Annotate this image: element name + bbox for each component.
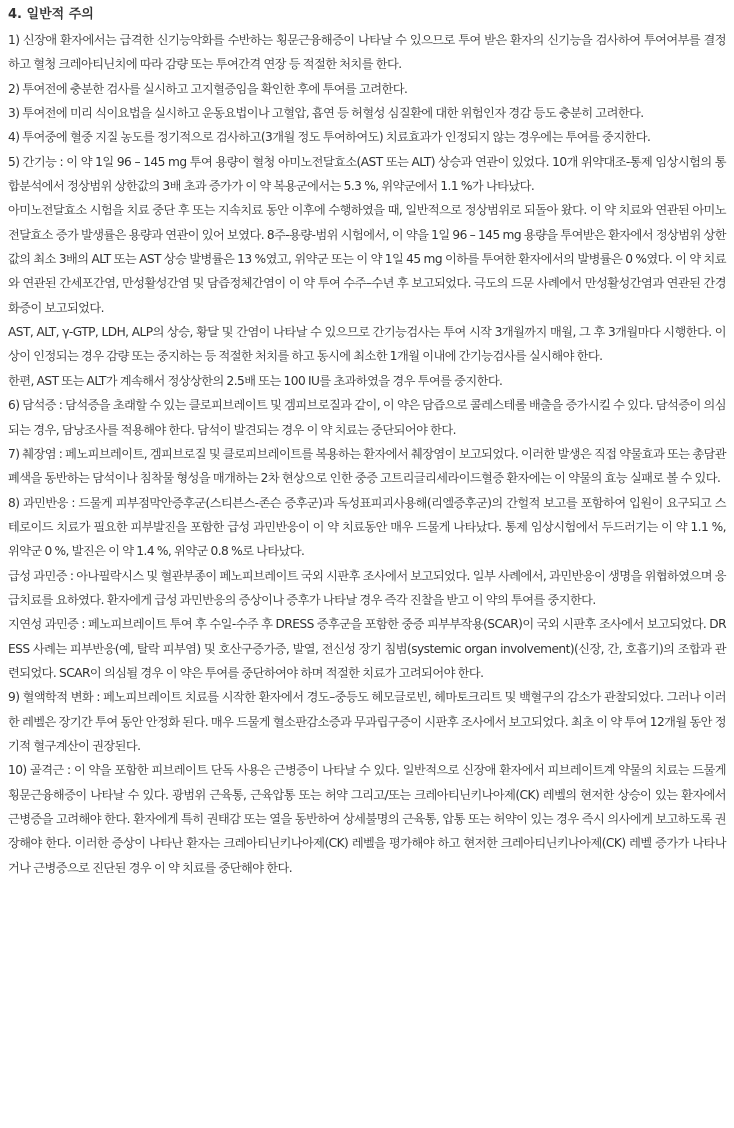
paragraph-skeletal-muscle: 10) 골격근 : 이 약을 포함한 피브레이트 단독 사용은 근병증이 나타날 수 있다. 일반적으로 신장애 환자에서 피브레이트계 약물의 치료는 드물게 횡문근융해증이 나타날 수 있다. 광범위 근육통, 근육압통 또는 허약 그리고/또는 크레아티닌키나아제(CK) 레벨의 현저한 상승이 있는 환자에서 근병증을 고려해야 한다. 환자에게 특히 권태감 또는 열을 동반하여 상세불명의 근육통, 압통 또는 허약이 있는 경우 즉시 의사에게 보고하도록 권장해야 한다. 이러한 증상이 나타난 환자는 크레아티닌키나아제(CK) 레벨을 평가해야 하고 현저한 크레아티닌키나아제(CK) 레벨 증가가 나타나거나 근병증으로 진단된 경우 이 약 치료를 중단해야 한다. — [8, 763, 726, 875]
paragraph-hematologic-changes: 9) 혈액학적 변화 : 페노피브레이트 치료를 시작한 환자에서 경도–중등도 헤모글로빈, 헤마토크리트 및 백혈구의 감소가 관찰되었다. 그러나 이러한 레벨은 장기간 투여 동안 안정화 된다. 매우 드물게 혈소판감소증과 무과립구증이 시판후 조사에서 보고되었다. 최초 이 약 투여 12개월 동안 정기적 혈구계산이 권장된다. — [8, 690, 726, 753]
paragraph-pre-administration-tests: 2) 투여전에 충분한 검사를 실시하고 고지혈증임을 확인한 후에 투여를 고려한다. — [8, 81, 408, 96]
paragraph-pancreatitis: 7) 췌장염 : 페노피브레이트, 겜피브로질 및 클로피브레이트를 복용하는 환자에서 췌장염이 보고되었다. 이러한 발생은 직접 약물효과 또는 총담관 폐색을 동반하는 담석이나 침착물 형성을 매개하는 2차 현상으로 인한 중증 고트리글리세라이드혈증 환자에는 이 약물의 효능 실패로 볼 수 있다. — [8, 446, 726, 486]
paragraph-acute-hypersensitivity: 급성 과민증 : 아나필락시스 및 혈관부종이 페노피브레이트 국외 시판후 조사에서 보고되었다. 일부 사례에서, 과민반응이 생명을 위협하였으며 응급치료를 요하였다. 환자에게 급성 과민반응의 증상이나 증후가 나타날 경우 즉각 진찰을 받고 이 약의 투여를 중지한다. — [8, 568, 726, 607]
paragraph-liver-tests: AST, ALT, γ-GTP, LDH, ALP의 상승, 황달 및 간염이 나타날 수 있으므로 간기능검사는 투여 시작 3개월까지 매월, 그 후 3개월마다 시행한다. 이상이 인정되는 경우 감량 또는 중지하는 등 적절한 처치를 하고 동시에 최소한 1개월 이내에 간기능검사를 실시해야 한다. — [8, 325, 726, 364]
paragraph-discontinuation: 한편, AST 또는 ALT가 계속해서 정상상한의 2.5배 또는 100 IU를 초과하였을 경우 투여를 중지한다. — [8, 373, 503, 388]
paragraph-lipid-monitoring: 4) 투여중에 혈중 지질 농도를 정기적으로 검사하고(3개월 정도 투여하여도) 치료효과가 인정되지 않는 경우에는 투여를 중지한다. — [8, 130, 651, 145]
paragraph-diet-therapy: 3) 투여전에 미리 식이요법을 실시하고 운동요법이나 고혈압, 흡연 등 허혈성 심질환에 대한 위험인자 경감 등도 충분히 고려한다. — [8, 106, 644, 121]
paragraph-delayed-hypersensitivity: 지연성 과민증 : 페노피브레이트 투여 후 수일-수주 후 DRESS 증후군을 포함한 중증 피부부작용(SCAR)이 국외 시판후 조사에서 보고되었다. DRESS 사례는 피부반응(예, 탈락 피부염) 및 호산구증가증, 발열, 전신성 장기 침범(systemic organ involvement)(신장, 간, 호흡기)의 조합과 관련되었다. SCAR이 의심될 경우 이 약은 투여를 중단하여야 하며 적절한 치료가 고려되어야 한다. — [8, 617, 726, 680]
paragraph-liver-function: 5) 간기능 : 이 약 1일 96 – 145 mg 투여 용량이 혈청 아미노전달효소(AST 또는 ALT) 상승과 연관이 있었다. 10개 위약대조-통제 임상시험의 통합분석에서 정상범위 상한값의 3배 초과 증가가 이 약 복용군에서는 5.3 %, 위약군에서 1.1 %가 나타났다. — [8, 154, 726, 194]
paragraph-aminotransferase: 아미노전달효소 시험을 치료 중단 후 또는 지속치료 동안 이후에 수행하였을 때, 일반적으로 정상범위로 되돌아 왔다. 이 약 치료와 연관된 아미노전달효소 증가 발생률은 용량과 연관이 있어 보였다. 8주-용량-범위 시험에서, 이 약을 1일 96 – 145 mg 용량을 투여받은 환자에서 정상범위 상한값의 최소 3배의 ALT 또는 AST 상승 발병률은 13 %였고, 위약군 또는 이 약 1일 45 mg 이하를 투여한 환자에서의 발병률은 0 %였다. 이 약 치료와 연관된 간세포간염, 만성활성간염 및 담즙정체간염이 이 약 투여 수주–수년 후 보고되었다. 극도의 드문 사례에서 만성활성간염과 연관된 간경화증이 보고되었다. — [8, 203, 726, 315]
paragraph-cholelithiasis: 6) 담석증 : 담석증을 초래할 수 있는 클로피브레이트 및 겜피브로질과 같이, 이 약은 담즙으로 콜레스테롤 배출을 증가시킬 수 있다. 담석증이 의심되는 경우, 담낭조사를 적용해야 한다. 담석이 발견되는 경우 이 약 치료는 중단되어야 한다. — [8, 398, 726, 437]
paragraph-hypersensitivity: 8) 과민반응 : 드물게 피부점막안증후군(스티븐스-존슨 증후군)과 독성표피괴사용해(리엘증후군)의 간헐적 보고를 포함하여 입원이 요구되고 스테로이드 치료가 필요한 피부발진을 포함한 급성 과민반응이 이 약 치료동안 매우 드물게 나타났다. 통제 임상시험에서 두드러기는 이 약 1.1 %, 위약군 0 %, 발진은 이 약 1.4 %, 위약군 0.8 %로 나타났다. — [8, 495, 726, 559]
paragraph-renal-impairment: 1) 신장애 환자에서는 급격한 신기능악화를 수반하는 횡문근융해증이 나타날 수 있으므로 투여 받은 환자의 신기능을 검사하여 투여여부를 결정하고 혈청 크레아티닌치에 따라 감량 또는 투여간격 연장 등 적절한 처치를 한다. — [8, 33, 726, 72]
section-heading: 4. 일반적 주의 — [8, 7, 94, 22]
